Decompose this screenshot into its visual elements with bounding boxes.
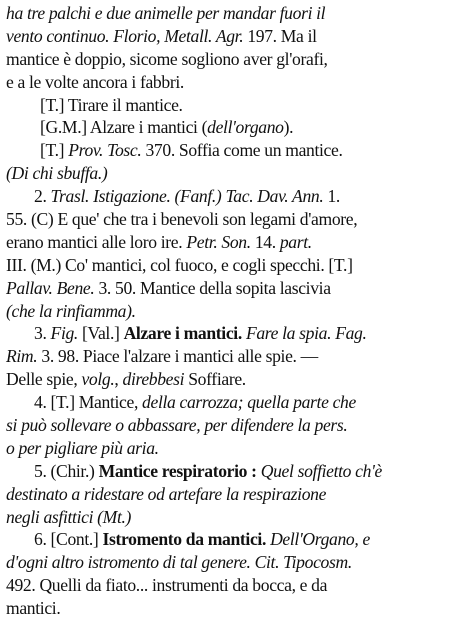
text-segment: direbbesi bbox=[122, 369, 185, 390]
text-line bbox=[6, 322, 466, 345]
text-segment: 370. Soffia come un mantice. bbox=[141, 140, 343, 161]
text-segment: 492. Quelli da fiato... instrumenti da bocca, e da bbox=[6, 575, 328, 596]
text-segment: Fig. bbox=[50, 323, 78, 344]
text-line bbox=[6, 116, 466, 139]
text-segment: Rim. bbox=[6, 346, 38, 367]
text-segment: Soffiare. bbox=[184, 369, 246, 390]
text-line bbox=[6, 574, 466, 597]
text-segment: destinato a ridestare od artefare la respirazione bbox=[6, 483, 327, 504]
text-segment: [T.] bbox=[40, 140, 69, 161]
text-line bbox=[6, 506, 466, 529]
text-segment: negli asfittici (Mt.) bbox=[6, 506, 132, 527]
text-line bbox=[6, 162, 466, 185]
text-segment: Istromento da mantici. bbox=[102, 529, 266, 550]
text-segment: 5. (Chir.) bbox=[34, 460, 99, 481]
text-segment: mantici. bbox=[6, 598, 61, 619]
text-segment: volg. bbox=[81, 369, 115, 390]
text-segment: si può sollevare o abbassare, per difendere la pers. bbox=[6, 415, 348, 436]
text-line bbox=[6, 300, 466, 323]
text-line bbox=[6, 597, 466, 620]
text-segment: 1. bbox=[323, 186, 340, 207]
text-segment: Prov. Tosc. bbox=[68, 140, 142, 161]
text-segment: d'ogni altro istromento di tal genere. Cit. Tipocosm. bbox=[6, 552, 352, 573]
text-line bbox=[6, 483, 466, 506]
text-segment: 2. bbox=[34, 186, 51, 207]
text-segment: [Val.] bbox=[77, 323, 124, 344]
text-segment: 4. [T.] Mantice, bbox=[34, 392, 143, 413]
text-segment: Fare la spia. Fag. bbox=[245, 323, 367, 344]
text-line bbox=[6, 254, 466, 277]
text-segment: Mantice respiratorio : bbox=[98, 460, 257, 481]
text-segment: dell'organo bbox=[207, 117, 284, 138]
text-line bbox=[6, 437, 466, 460]
text-segment: 3. 98. Piace l'alzare i mantici alle spie. — bbox=[37, 346, 318, 367]
text-line bbox=[6, 345, 466, 368]
text-line bbox=[6, 231, 466, 254]
text-line bbox=[6, 208, 466, 231]
text-segment: Quel soffietto ch'è bbox=[260, 460, 382, 481]
dictionary-entry-text bbox=[6, 2, 466, 620]
text-segment: o per pigliare più aria. bbox=[6, 437, 159, 458]
text-line bbox=[6, 391, 466, 414]
text-segment: Delle spie, bbox=[6, 369, 82, 390]
text-line bbox=[6, 48, 466, 71]
text-segment: vento continuo. Florio, Metall. Agr. bbox=[6, 25, 244, 46]
text-line bbox=[6, 25, 466, 48]
text-segment: 197. Ma il bbox=[243, 25, 317, 46]
text-line bbox=[6, 551, 466, 574]
text-line bbox=[6, 94, 466, 117]
text-segment: erano mantici alle loro ire. bbox=[6, 231, 187, 252]
text-line bbox=[6, 414, 466, 437]
text-segment: part. bbox=[279, 231, 312, 252]
text-segment: Trasl. Istigazione. (Fanf.) Tac. Dav. Ann. bbox=[50, 186, 324, 207]
text-segment: Petr. Son. bbox=[186, 231, 251, 252]
text-segment: mantice è doppio, sicome sogliono aver gl'orafi, bbox=[6, 48, 328, 69]
text-line bbox=[6, 460, 466, 483]
text-segment: Alzare i mantici. bbox=[123, 323, 242, 344]
text-segment: , bbox=[114, 369, 123, 390]
text-line bbox=[6, 185, 466, 208]
text-segment: Dell'Organo, e bbox=[270, 529, 370, 550]
text-segment: 6. [Cont.] bbox=[34, 529, 103, 550]
text-segment: (Di chi sbuffa.) bbox=[6, 163, 108, 184]
text-line bbox=[6, 277, 466, 300]
text-segment: 55. (C) E que' che tra i benevoli son legami d'amore, bbox=[6, 209, 358, 230]
text-segment: (che la rinfiamma). bbox=[6, 300, 136, 321]
text-line bbox=[6, 2, 466, 25]
text-segment: III. (M.) Co' mantici, col fuoco, e cogli specchi. [T.] bbox=[6, 254, 353, 275]
text-segment: [T.] Tirare il mantice. bbox=[40, 94, 183, 115]
text-segment: 3. bbox=[34, 323, 51, 344]
text-segment: ). bbox=[283, 117, 294, 138]
text-line bbox=[6, 71, 466, 94]
text-segment: [G.M.] Alzare i mantici ( bbox=[40, 117, 208, 138]
text-line bbox=[6, 528, 466, 551]
text-segment: 14. bbox=[250, 231, 280, 252]
text-segment: 3. 50. Mantice della sopita lascivia bbox=[94, 277, 331, 298]
text-segment: Pallav. Bene. bbox=[6, 277, 95, 298]
text-segment: della carrozza; quella parte che bbox=[142, 392, 356, 413]
text-line bbox=[6, 368, 466, 391]
text-segment: e a le volte ancora i fabbri. bbox=[6, 71, 184, 92]
text-line bbox=[6, 139, 466, 162]
text-segment: ha tre palchi e due animelle per mandar fuori il bbox=[6, 3, 326, 23]
